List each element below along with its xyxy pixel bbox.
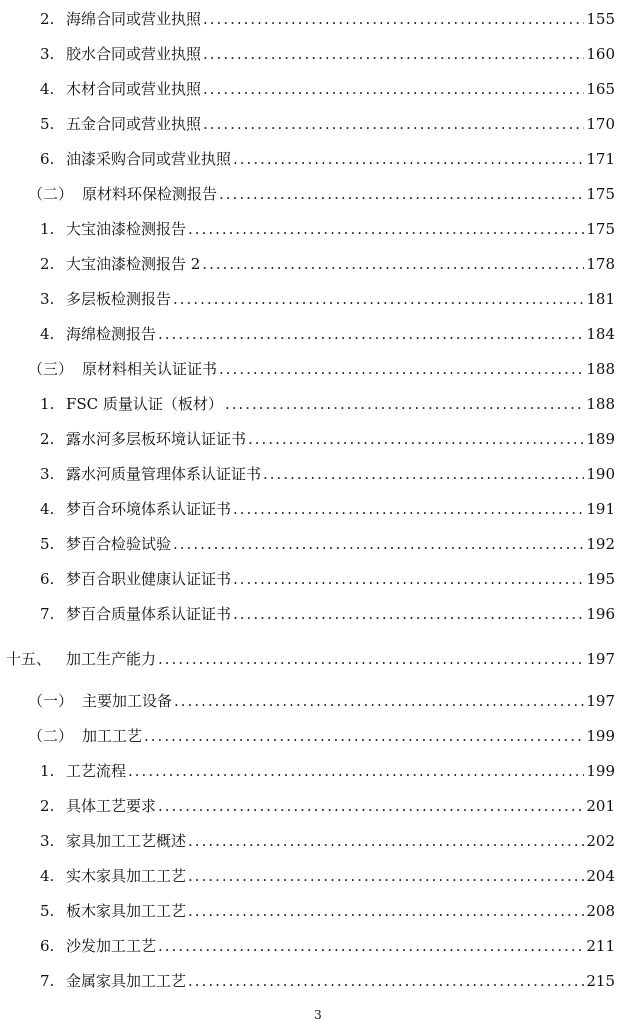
toc-entry[interactable] [40,898,615,920]
toc-entry-title: 多层板检测报告 [66,290,172,308]
dot-leader [188,832,584,850]
toc-entry-page: 211 [586,937,615,955]
toc-entry-number: 4. [40,867,55,885]
toc-entry-number: 4. [40,325,55,343]
toc-entry-page: 199 [586,762,615,780]
toc-entry[interactable] [28,723,615,745]
dot-leader [188,972,584,990]
toc-entry-page: 160 [586,45,615,63]
toc-entry-number: 5. [40,115,55,133]
toc-entry-title: 原材料环保检测报告 [82,185,218,203]
toc-entry-title: 木材合同或营业执照 [66,80,202,98]
toc-entry-page: 165 [586,80,615,98]
toc-entry-page: 208 [586,902,615,920]
toc-entry-number: 2. [40,10,55,28]
toc-entry[interactable] [40,111,615,133]
toc-entry-page: 197 [586,692,615,710]
dot-leader [263,465,584,483]
toc-entry-page: 215 [586,972,615,990]
dot-leader [188,867,584,885]
toc-entry-page: 204 [586,867,615,885]
toc-entry[interactable] [40,146,615,168]
toc-entry-page: 201 [586,797,615,815]
toc-entry-page: 181 [586,290,615,308]
toc-entry-title: 板木家具加工工艺 [66,902,187,920]
toc-entry-title: 实木家具加工工艺 [66,867,187,885]
toc-entry-title: 海绵检测报告 [66,325,157,343]
toc-entry[interactable] [40,933,615,955]
toc-entry[interactable] [40,531,615,553]
toc-entry[interactable] [40,76,615,98]
toc-entry[interactable] [40,863,615,885]
toc-entry-title: 五金合同或营业执照 [66,115,202,133]
toc-entry[interactable] [40,461,615,483]
toc-entry-page: 155 [586,10,615,28]
page-number: 3 [314,1008,322,1022]
toc-entry-page: 184 [586,325,615,343]
toc-entry[interactable] [40,41,615,63]
toc-entry-number: 3. [40,45,55,63]
toc-entry[interactable] [40,601,615,623]
toc-entry-page: 202 [586,832,615,850]
toc-entry-number: 4. [40,80,55,98]
toc-entry-page: 195 [586,570,615,588]
dot-leader [219,360,584,378]
toc-entry-title: FSC 质量认证（板材） [66,395,223,413]
dot-leader [144,727,584,745]
dot-leader [188,902,584,920]
toc-entry[interactable] [40,828,615,850]
toc-entry-number: 3. [40,290,55,308]
toc-entry-title: 露水河质量管理体系认证证书 [66,465,262,483]
toc-entry-number: 6. [40,937,55,955]
toc-entry-page: 189 [586,430,615,448]
toc-entry-title: 梦百合职业健康认证证书 [66,570,232,588]
toc-entry[interactable] [40,321,615,343]
dot-leader [158,325,584,343]
toc-entry-title: 加工工艺 [82,727,143,745]
dot-leader [128,762,584,780]
dot-leader [158,937,584,955]
toc-entry-title: 原材料相关认证证书 [82,360,218,378]
toc-entry-title: 大宝油漆检测报告 2 [66,255,201,273]
toc-entry-title: 沙发加工工艺 [66,937,157,955]
dot-leader [203,10,584,28]
dot-leader [174,692,584,710]
toc-entry-title: 主要加工设备 [82,692,173,710]
dot-leader [233,150,584,168]
dot-leader [203,45,584,63]
toc-entry-number: 7. [40,605,55,623]
toc-entry-number: 2. [40,255,55,273]
toc-entry-number: 6. [40,570,55,588]
toc-entry[interactable] [40,391,615,413]
dot-leader [203,115,584,133]
dot-leader [202,255,584,273]
toc-entry[interactable] [40,968,615,990]
toc-entry[interactable] [40,286,615,308]
toc-entry-number: 5. [40,535,55,553]
toc-entry-title: 海绵合同或营业执照 [66,10,202,28]
toc-entry-number: （一） [28,692,74,710]
toc-entry[interactable] [40,758,615,780]
toc-entry-number: 1. [40,762,55,780]
toc-entry-title: 梦百合质量体系认证证书 [66,605,232,623]
dot-leader [248,430,584,448]
toc-entry-number: （三） [28,360,74,378]
toc-entry-number: 6. [40,150,55,168]
toc-entry[interactable] [40,496,615,518]
dot-leader [158,650,584,668]
dot-leader [219,185,584,203]
toc-entry-number: 3. [40,832,55,850]
toc-entry-page: 188 [586,360,615,378]
toc-entry-title: 露水河多层板环境认证证书 [66,430,247,448]
toc-entry[interactable] [40,6,615,28]
toc-entry-number: 1. [40,220,55,238]
dot-leader [158,797,584,815]
toc-entry[interactable] [28,356,615,378]
dot-leader [173,290,584,308]
toc-entry[interactable] [40,216,615,238]
dot-leader [233,500,584,518]
toc-entry[interactable] [28,688,615,710]
dot-leader [233,570,584,588]
toc-entry-title: 梦百合检验试验 [66,535,172,553]
toc-entry-number: 5. [40,902,55,920]
toc-entry-number: 1. [40,395,55,413]
toc-entry-number: 2. [40,430,55,448]
toc-entry-number: 十五、 [6,650,52,668]
toc-entry-title: 胶水合同或营业执照 [66,45,202,63]
toc-entry-page: 188 [586,395,615,413]
dot-leader [233,605,584,623]
toc-entry-page: 175 [586,185,615,203]
dot-leader [225,395,584,413]
toc-entry-page: 190 [586,465,615,483]
toc-entry-page: 191 [586,500,615,518]
toc-entry-page: 171 [586,150,615,168]
toc-entry[interactable] [40,566,615,588]
toc-entry[interactable] [6,646,615,668]
toc-entry-number: （二） [28,185,74,203]
toc-entry-page: 192 [586,535,615,553]
toc-entry-number: 3. [40,465,55,483]
toc-entry-number: 2. [40,797,55,815]
toc-entry-number: 7. [40,972,55,990]
toc-entry-page: 197 [586,650,615,668]
toc-entry-page: 178 [586,255,615,273]
toc-entry-title: 家具加工工艺概述 [66,832,187,850]
dot-leader [173,535,584,553]
toc-entry[interactable] [40,251,615,273]
toc-entry[interactable] [28,181,615,203]
toc-entry-title: 具体工艺要求 [66,797,157,815]
toc-entry[interactable] [40,793,615,815]
dot-leader [203,80,584,98]
toc-entry-page: 196 [586,605,615,623]
toc-entry[interactable] [40,426,615,448]
toc-entry-title: 油漆采购合同或营业执照 [66,150,232,168]
toc-entry-page: 175 [586,220,615,238]
toc-entry-page: 170 [586,115,615,133]
toc-entry-title: 工艺流程 [66,762,127,780]
toc-entry-page: 199 [586,727,615,745]
toc-entry-number: 4. [40,500,55,518]
toc-entry-number: （二） [28,727,74,745]
dot-leader [188,220,584,238]
toc-entry-title: 大宝油漆检测报告 [66,220,187,238]
toc-entry-title: 加工生产能力 [66,650,157,668]
toc-entry-title: 金属家具加工工艺 [66,972,187,990]
toc-entry-title: 梦百合环境体系认证证书 [66,500,232,518]
